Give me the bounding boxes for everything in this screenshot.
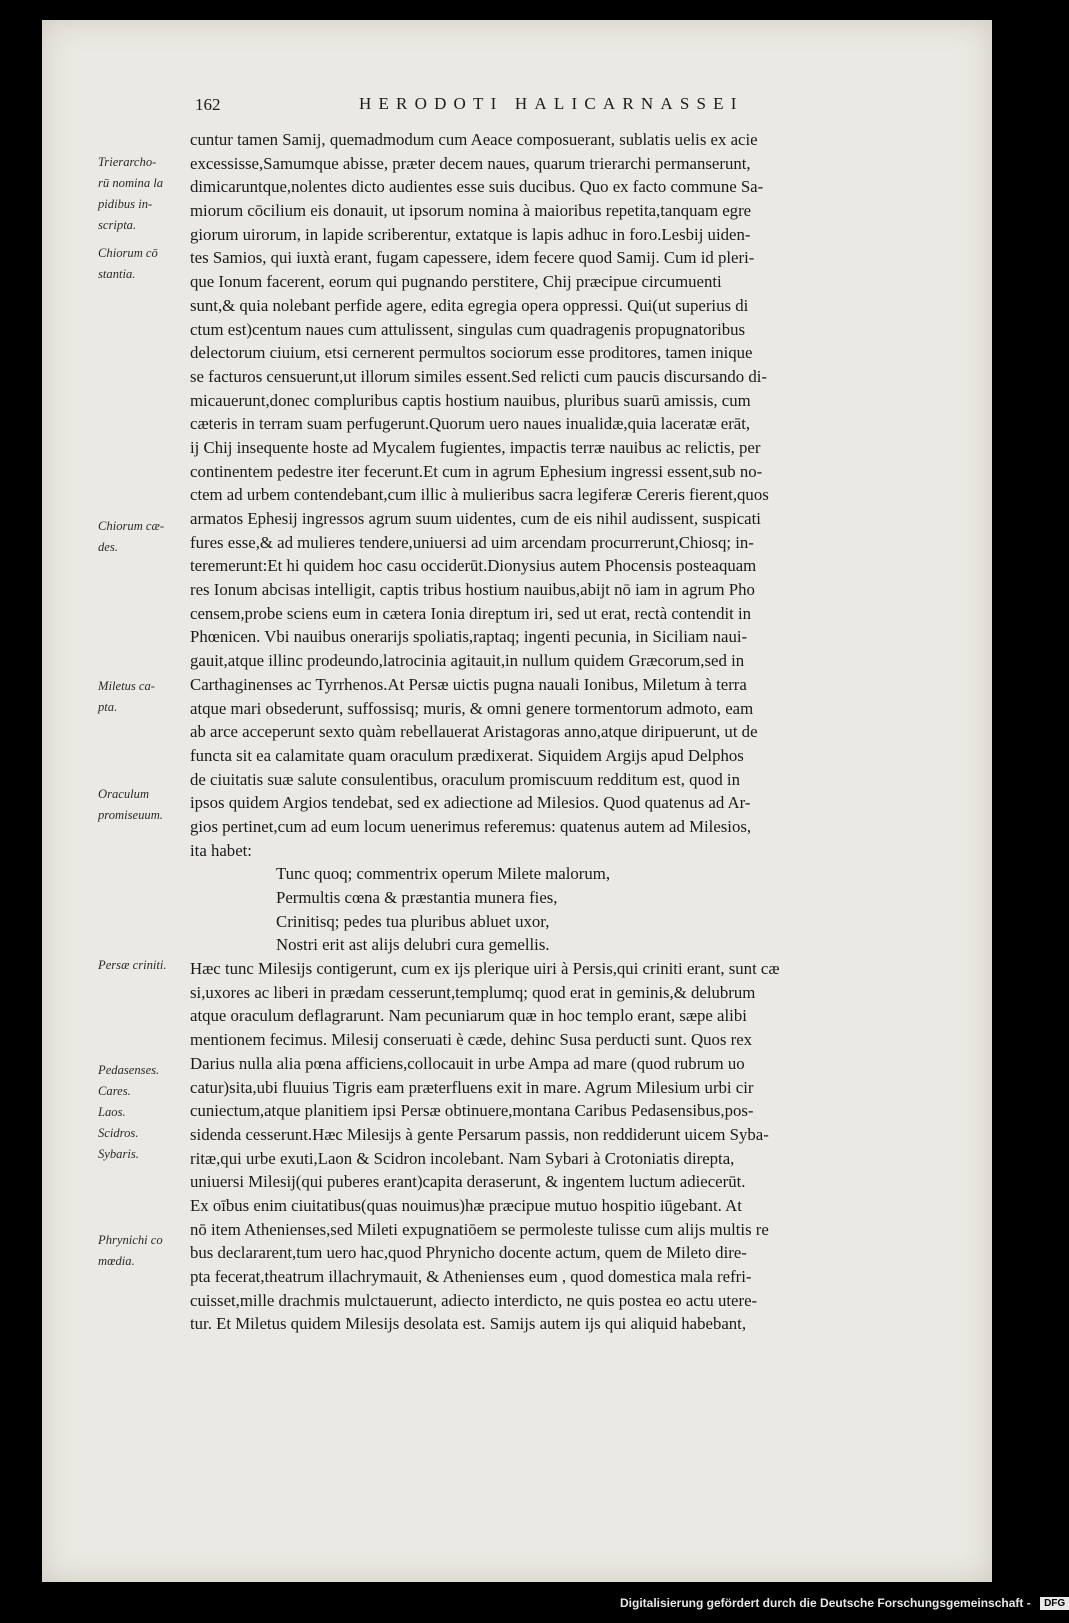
text-line: Hæc tunc Milesijs contigerunt, cum ex ijs plerique uiri à Persis,qui criniti erant, sunt cæ (190, 959, 780, 979)
text-line: que Ionum facerent, eorum qui pugnando perstitere, Chij præcipue circumuenti (190, 272, 722, 292)
page-number: 162 (195, 95, 221, 114)
text-line: uniuersi Milesij(qui puberes erant)capita deraserunt, & ingentem luctum adiecerūt. (190, 1172, 746, 1192)
verse-line: Permultis cœna & præstantia munera fies, (276, 888, 558, 907)
text-line: sidenda cesserunt.Hæc Milesijs à gente Persarum passis, non reddiderunt uicem Syba- (190, 1124, 769, 1144)
text-line: micauerunt,donec compluribus captis hostium nauibus, pluribus suarū amissis, cum (190, 390, 751, 410)
text-line: pta fecerat,theatrum illachrymauit, & Athenienses eum , quod domestica mala refri- (190, 1267, 752, 1286)
text-line: se facturos censuerunt,ut illorum similes essent.Sed relicti cum paucis discursando di- (190, 366, 767, 386)
text-line: Darius nulla alia pœna afficiens,collocauit in urbe Ampa ad mare (quod rubrum uo (190, 1053, 745, 1073)
text-line: ritæ,qui urbe exuti,Laon & Scidron incolebant. Nam Sybari à Crotoniatis direpta, (190, 1148, 735, 1168)
text-line: cuisset,mille drachmis mulctauerunt, adiecto interdicto, ne quis postea eo actu utere- (190, 1290, 758, 1310)
text-line: de ciuitatis suæ salute consulentibus, oraculum promiscuum redditum est, quod in (190, 769, 740, 789)
dfg-logo-icon: DFG (1040, 1597, 1069, 1610)
text-line: Phœnicen. Vbi nauibus onerarijs spoliatis,raptaq; ingenti pecunia, in Siciliam naui- (190, 627, 748, 647)
verse-line: Crinitisq; pedes tua pluribus abluet uxor, (276, 911, 550, 931)
footer-credit (620, 1596, 1069, 1610)
text-line: ij Chij insequente hoste ad Mycalem fugientes, impactis terræ nauibus ac relictis, per (190, 437, 761, 457)
text-line: atque mari obsederunt, suffossisq; muris, & omni genere tormentorum admoto, eam (190, 698, 754, 718)
text-line: fures esse,& ad mulieres tendere,uniuersi ad uim arcendam procurrerunt,Chiosq; in- (190, 532, 754, 552)
text-line: si,uxores ac liberi in prædam cesserunt,templumq; quod erat in geminis,& delubrum (190, 982, 756, 1002)
text-line: excessisse,Samumque abisse, præter decem naues, quarum trierarchi permanserunt, (190, 153, 751, 173)
text-line: ipsos quidem Argios tendebat, sed ex adiectione ad Milesios. Quod quatenus ad Ar- (190, 793, 751, 813)
page-header (42, 95, 992, 125)
text-line: Carthaginenses ac Tyrrhenos.At Persæ uictis pugna nauali Ionibus, Miletum à terra (190, 674, 747, 694)
text-line: gauit,atque illinc prodeundo,latrocinia agitauit,in nullum quidem Græcorum,sed in (190, 651, 745, 671)
text-line: ab arce acceperunt sexto quàm rebellauerat Aristagoras anno,atque diripuerunt, ut de (190, 722, 758, 742)
text-line: bus declararent,tum uero hac,quod Phrynicho docente actum, quem de Mileto dire- (190, 1243, 747, 1263)
margin-note: Oraculum promiseuum. (98, 787, 163, 822)
verse-line: Tunc quoq; commentrix operum Milete malorum, (276, 864, 611, 884)
margin-note: Trierarcho- rū nomina la pidibus in- scripta. (98, 155, 164, 232)
margin-note: Chiorum cō stantia. (98, 246, 158, 281)
text-line: nō item Athenienses,sed Mileti expugnatiōem se permoleste tulisse cum alijs multis re (190, 1219, 769, 1239)
body-text (190, 128, 945, 1336)
margin-note: Persæ criniti. (98, 958, 167, 972)
text-line: atque oraculum deflagrarunt. Nam pecuniarum quæ in hoc templo erant, sæpe alibi (190, 1006, 747, 1026)
text-line: Ex oībus enim ciuitatibus(quas nouimus)hæ præcipue mutuo hospitio iūgebant. At (190, 1195, 742, 1215)
footer-text: Digitalisierung gefördert durch die Deutsche Forschungsgemeinschaft - (620, 1596, 1031, 1610)
text-line: gios pertinet,cum ad eum locum uenerimus referemus: quatenus autem ad Milesios, (190, 816, 752, 836)
text-line: ita habet: (190, 840, 252, 860)
margin-note: Phrynichi co mœdia. (98, 1233, 163, 1268)
text-line: res Ionum abcisas intelligit, captis tribus hostium nauibus,abijt nō iam in agrum Pho (190, 580, 755, 600)
book-page (42, 20, 992, 1582)
text-line: tes Samios, qui iuxtà erant, fugam capessere, idem fecere quod Samij. Cum id pleri- (190, 248, 755, 268)
text-line: cæteris in terram suam perfugerunt.Quorum uero naues inualidæ,quia laceratæ erāt, (190, 414, 751, 434)
margin-note: Chiorum cæ- des. (98, 519, 165, 554)
text-line: dimicaruntque,nolentes dicto audientes esse suis ducibus. Quo ex facto commune Sa- (190, 177, 764, 197)
running-head: HERODOTI HALICARNASSEI (359, 94, 744, 113)
text-line: ctum est)centum naues cum attulissent, singulas cum quadragenis propugnatoribus (190, 319, 746, 339)
verse-line: Nostri erit ast alijs delubri cura gemellis. (276, 935, 550, 955)
text-line: cuniectum,atque planitiem ipsi Persæ obtinuere,montana Caribus Pedasensibus,pos- (190, 1101, 754, 1121)
text-line: continentem pedestre iter fecerunt.Et cum in agrum Ephesium ingressi essent,sub no- (190, 461, 763, 481)
text-line: miorum cōcilium eis donauit, ut ipsorum nomina à maioribus repetita,tanquam egre (190, 201, 752, 221)
text-line: teremerunt:Et hi quidem hoc casu occiderūt.Dionysius autem Phocensis posteaquam (190, 556, 757, 576)
text-line: functa sit ea calamitate quam oraculum prædixerat. Siquidem Argijs apud Delphos (190, 745, 744, 765)
text-line: delectorum ciuium, etsi cernerent permultos sociorum esse proditores, tamen inique (190, 343, 753, 363)
text-line: sunt,& quia nolebant perfide agere, edita egregia opera oppressi. Qui(ut superius di (190, 295, 749, 315)
text-line: giorum uirorum, in lapide scriberentur, extatque is lapis adhuc in foro.Lesbij uiden- (190, 224, 751, 244)
margin-note: Pedasenses. Cares. Laos. Scidros. Sybaris. (98, 1063, 160, 1161)
text-line: armatos Ephesij ingressos agrum suum uidentes, cum de eis nihil audissent, suspicati (190, 509, 761, 528)
text-line: cuntur tamen Samij, quemadmodum cum Aeace composuerant, sublatis uelis ex acie (190, 130, 758, 149)
text-line: mentionem fecimus. Milesij conseruati è cæde, dehinc Susa perducti sunt. Quos rex (190, 1030, 753, 1050)
text-line: tur. Et Miletus quidem Milesijs desolata est. Samijs autem ijs qui aliquid habebant, (190, 1314, 747, 1334)
text-line: ctem ad urbem contendebant,cum illic à mulieribus sacra legiferæ Cereris fierent,quos (190, 485, 769, 505)
margin-note: Miletus ca- pta. (98, 679, 156, 714)
text-line: censem,probe sciens eum in cætera Ionia direptum iri, sed ut erat, rectà contendit in (190, 603, 752, 623)
text-line: catur)sita,ubi fluuius Tigris eam præterfluens exit in mare. Agrum Milesium urbi cir (190, 1077, 754, 1097)
